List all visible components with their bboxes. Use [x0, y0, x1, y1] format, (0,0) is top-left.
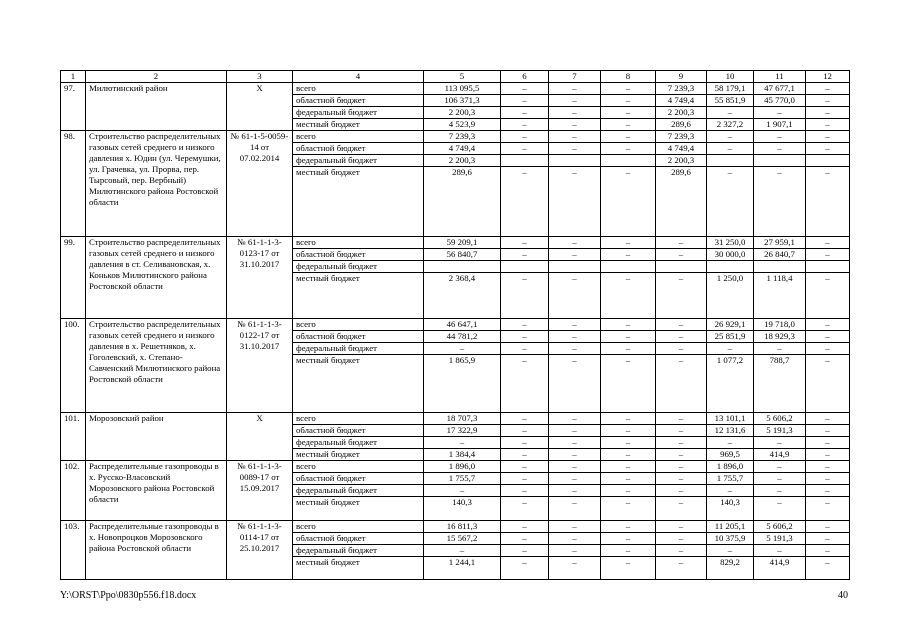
table-row	[61, 83, 850, 95]
permit-number: Х	[227, 83, 293, 131]
col-10-value: 1 077,2	[707, 355, 754, 413]
col-10-value: 11 205,1	[707, 520, 754, 532]
col-9-value: 7 239,3	[656, 131, 707, 143]
col-7-value: –	[549, 119, 601, 131]
col-10-value: 1 896,0	[707, 461, 754, 473]
table-row	[61, 131, 850, 143]
permit-number: № 61-1-1-3-0122-17 от 31.10.2017	[227, 319, 293, 413]
col-7-value: –	[549, 143, 601, 155]
col-11-value: –	[754, 544, 806, 556]
permit-number: № 61-1-5-0059-14 от 07.02.2014	[227, 131, 293, 237]
col-6-value: –	[501, 95, 549, 107]
col-8-value: –	[601, 461, 656, 473]
col-10-value: –	[707, 437, 754, 449]
col-10-value: 26 929,1	[707, 319, 754, 331]
total-value: 2 200,3	[424, 107, 501, 119]
total-value: –	[424, 343, 501, 355]
col-9-value: –	[656, 473, 707, 485]
col-8-value: –	[601, 236, 656, 248]
col-9-value: –	[656, 520, 707, 532]
column-header: 11	[754, 71, 806, 83]
col-11-value: –	[754, 437, 806, 449]
project-name: Строительство распределительных газовых сетей среднего и низкого давления х. Юдин (ул. Черемушки, ул. Грачевка, ул. Прорва, пер. Тырсовый, пер. Вербный) Милютинского района Ростовской области	[86, 131, 227, 237]
table-row	[61, 319, 850, 331]
budget-source-label: федеральный бюджет	[293, 155, 424, 167]
col-9-value: 289,6	[656, 119, 707, 131]
col-12-value: –	[806, 319, 850, 331]
col-11-value: –	[754, 343, 806, 355]
col-8-value: –	[601, 556, 656, 580]
budget-source-label: областной бюджет	[293, 248, 424, 260]
total-value: –	[424, 544, 501, 556]
column-header: 3	[227, 71, 293, 83]
col-7-value: –	[549, 544, 601, 556]
total-value: 17 322,9	[424, 425, 501, 437]
col-6-value: –	[501, 461, 549, 473]
col-12-value: –	[806, 119, 850, 131]
col-9-value: 7 239,3	[656, 83, 707, 95]
budget-source-label: федеральный бюджет	[293, 437, 424, 449]
col-12-value: –	[806, 143, 850, 155]
budget-source-label: всего	[293, 83, 424, 95]
total-value: 2 200,3	[424, 155, 501, 167]
col-12-value: –	[806, 449, 850, 461]
col-7-value: –	[549, 272, 601, 319]
col-6-value: –	[501, 437, 549, 449]
total-value: 289,6	[424, 167, 501, 237]
col-12-value: –	[806, 544, 850, 556]
col-8-value	[601, 260, 656, 272]
col-10-value: –	[707, 131, 754, 143]
col-7-value: –	[549, 473, 601, 485]
col-8-value: –	[601, 343, 656, 355]
total-value	[424, 260, 501, 272]
col-9-value: –	[656, 556, 707, 580]
col-9-value: –	[656, 461, 707, 473]
col-6-value: –	[501, 236, 549, 248]
col-10-value	[707, 260, 754, 272]
col-7-value: –	[549, 355, 601, 413]
budget-source-label: областной бюджет	[293, 425, 424, 437]
col-11-value: 414,9	[754, 449, 806, 461]
col-8-value: –	[601, 167, 656, 237]
col-11-value: 5 191,3	[754, 532, 806, 544]
column-header: 4	[293, 71, 424, 83]
total-value: 18 707,3	[424, 413, 501, 425]
budget-source-label: местный бюджет	[293, 497, 424, 521]
budget-source-label: всего	[293, 319, 424, 331]
total-value: 15 567,2	[424, 532, 501, 544]
col-9-value: 4 749,4	[656, 143, 707, 155]
col-6-value: –	[501, 497, 549, 521]
col-11-value: –	[754, 107, 806, 119]
col-6-value: –	[501, 83, 549, 95]
col-8-value: –	[601, 107, 656, 119]
col-11-value: 5 606,2	[754, 413, 806, 425]
col-7-value: –	[549, 425, 601, 437]
col-12-value: –	[806, 95, 850, 107]
total-value: 59 209,1	[424, 236, 501, 248]
total-value: –	[424, 437, 501, 449]
col-11-value: 26 840,7	[754, 248, 806, 260]
budget-source-label: федеральный бюджет	[293, 107, 424, 119]
col-8-value: –	[601, 413, 656, 425]
col-7-value: –	[549, 556, 601, 580]
col-7-value: –	[549, 532, 601, 544]
col-6-value: –	[501, 449, 549, 461]
column-header: 12	[806, 71, 850, 83]
total-value: 2 368,4	[424, 272, 501, 319]
col-12-value: –	[806, 497, 850, 521]
budget-source-label: федеральный бюджет	[293, 485, 424, 497]
permit-number: № 61-1-1-3-0123-17 от 31.10.2017	[227, 236, 293, 319]
total-value: 7 239,3	[424, 131, 501, 143]
col-10-value: 58 179,1	[707, 83, 754, 95]
total-value: 16 811,3	[424, 520, 501, 532]
col-7-value: –	[549, 248, 601, 260]
budget-source-label: местный бюджет	[293, 556, 424, 580]
col-9-value: –	[656, 331, 707, 343]
col-12-value: –	[806, 413, 850, 425]
row-index: 100.	[61, 319, 86, 413]
col-8-value: –	[601, 119, 656, 131]
table-header-row	[61, 71, 850, 83]
col-12-value: –	[806, 485, 850, 497]
col-10-value: –	[707, 107, 754, 119]
total-value: 1 896,0	[424, 461, 501, 473]
col-6-value: –	[501, 532, 549, 544]
col-7-value: –	[549, 236, 601, 248]
col-6-value: –	[501, 520, 549, 532]
col-8-value: –	[601, 532, 656, 544]
col-7-value: –	[549, 413, 601, 425]
col-7-value: –	[549, 520, 601, 532]
col-12-value: –	[806, 167, 850, 237]
col-8-value: –	[601, 473, 656, 485]
col-12-value: –	[806, 425, 850, 437]
col-7-value: –	[549, 331, 601, 343]
col-8-value: –	[601, 485, 656, 497]
column-header: 10	[707, 71, 754, 83]
col-9-value: –	[656, 413, 707, 425]
col-11-value: –	[754, 461, 806, 473]
project-name: Милютинский район	[86, 83, 227, 131]
column-header: 5	[424, 71, 501, 83]
col-11-value: 45 770,0	[754, 95, 806, 107]
col-12-value: –	[806, 131, 850, 143]
col-10-value: 1 250,0	[707, 272, 754, 319]
col-7-value	[549, 155, 601, 167]
col-8-value: –	[601, 449, 656, 461]
col-6-value: –	[501, 556, 549, 580]
col-12-value: –	[806, 355, 850, 413]
col-7-value: –	[549, 461, 601, 473]
total-value: 113 095,5	[424, 83, 501, 95]
budget-source-label: федеральный бюджет	[293, 260, 424, 272]
col-11-value: –	[754, 143, 806, 155]
col-11-value	[754, 155, 806, 167]
total-value: 106 371,3	[424, 95, 501, 107]
col-9-value: –	[656, 449, 707, 461]
row-index: 103.	[61, 520, 86, 580]
col-12-value: –	[806, 461, 850, 473]
col-12-value: –	[806, 437, 850, 449]
permit-number: № 61-1-1-3-0089-17 от 15.09.2017	[227, 461, 293, 521]
table-row	[61, 236, 850, 248]
col-10-value: 1 755,7	[707, 473, 754, 485]
col-10-value: 25 851,9	[707, 331, 754, 343]
budget-source-label: областной бюджет	[293, 331, 424, 343]
budget-table	[60, 70, 850, 580]
col-11-value: –	[754, 131, 806, 143]
col-7-value: –	[549, 485, 601, 497]
col-9-value: –	[656, 485, 707, 497]
col-11-value: 1 118,4	[754, 272, 806, 319]
budget-source-label: областной бюджет	[293, 532, 424, 544]
col-9-value: 4 749,4	[656, 95, 707, 107]
total-value: –	[424, 485, 501, 497]
column-header: 9	[656, 71, 707, 83]
col-8-value: –	[601, 355, 656, 413]
row-index: 102.	[61, 461, 86, 521]
col-12-value	[806, 260, 850, 272]
table-row	[61, 461, 850, 473]
col-8-value	[601, 155, 656, 167]
project-name: Морозовский район	[86, 413, 227, 461]
budget-source-label: всего	[293, 236, 424, 248]
col-8-value: –	[601, 131, 656, 143]
permit-number: Х	[227, 413, 293, 461]
column-header: 8	[601, 71, 656, 83]
col-10-value: 31 250,0	[707, 236, 754, 248]
col-8-value: –	[601, 319, 656, 331]
col-7-value: –	[549, 131, 601, 143]
total-value: 44 781,2	[424, 331, 501, 343]
budget-source-label: федеральный бюджет	[293, 544, 424, 556]
col-8-value: –	[601, 331, 656, 343]
row-index: 99.	[61, 236, 86, 319]
col-11-value	[754, 260, 806, 272]
project-name: Строительство распределительных газовых сетей среднего и низкого давления в х. Решетняков, х. Гоголевский, х. Степано-Савченский Милютинского района Ростовской области	[86, 319, 227, 413]
budget-source-label: местный бюджет	[293, 355, 424, 413]
col-8-value: –	[601, 437, 656, 449]
col-12-value: –	[806, 272, 850, 319]
total-value: 1 384,4	[424, 449, 501, 461]
col-11-value: 788,7	[754, 355, 806, 413]
col-9-value: –	[656, 248, 707, 260]
budget-source-label: всего	[293, 413, 424, 425]
budget-source-label: всего	[293, 461, 424, 473]
col-7-value: –	[549, 107, 601, 119]
total-value: 56 840,7	[424, 248, 501, 260]
col-9-value: –	[656, 532, 707, 544]
col-12-value	[806, 155, 850, 167]
col-6-value: –	[501, 473, 549, 485]
total-value: 4 749,4	[424, 143, 501, 155]
col-12-value: –	[806, 248, 850, 260]
col-6-value: –	[501, 485, 549, 497]
col-9-value: –	[656, 272, 707, 319]
col-9-value: –	[656, 343, 707, 355]
col-10-value: –	[707, 167, 754, 237]
col-12-value: –	[806, 343, 850, 355]
col-10-value: 30 000,0	[707, 248, 754, 260]
total-value: 1 755,7	[424, 473, 501, 485]
col-8-value: –	[601, 520, 656, 532]
col-9-value: –	[656, 497, 707, 521]
col-9-value	[656, 260, 707, 272]
col-7-value: –	[549, 95, 601, 107]
column-header: 2	[86, 71, 227, 83]
col-6-value: –	[501, 319, 549, 331]
col-11-value: –	[754, 167, 806, 237]
col-10-value: 12 131,6	[707, 425, 754, 437]
col-9-value: 289,6	[656, 167, 707, 237]
budget-source-label: федеральный бюджет	[293, 343, 424, 355]
col-6-value: –	[501, 413, 549, 425]
col-11-value: –	[754, 497, 806, 521]
project-name: Распределительные газопроводы в х. Русско-Власовский Морозовского района Ростовской области	[86, 461, 227, 521]
col-8-value: –	[601, 143, 656, 155]
col-6-value: –	[501, 248, 549, 260]
col-11-value: 47 677,1	[754, 83, 806, 95]
col-9-value: –	[656, 425, 707, 437]
col-10-value: 969,5	[707, 449, 754, 461]
permit-number: № 61-1-1-3-0114-17 от 25.10.2017	[227, 520, 293, 580]
budget-source-label: местный бюджет	[293, 272, 424, 319]
budget-source-label: местный бюджет	[293, 167, 424, 237]
table-row	[61, 413, 850, 425]
row-index: 98.	[61, 131, 86, 237]
col-7-value: –	[549, 497, 601, 521]
total-value: 1 244,1	[424, 556, 501, 580]
col-12-value: –	[806, 83, 850, 95]
col-11-value: 5 191,3	[754, 425, 806, 437]
col-10-value: –	[707, 485, 754, 497]
col-8-value: –	[601, 272, 656, 319]
col-7-value: –	[549, 167, 601, 237]
col-8-value: –	[601, 544, 656, 556]
col-9-value: 2 200,3	[656, 107, 707, 119]
col-11-value: 5 606,2	[754, 520, 806, 532]
total-value: 4 523,9	[424, 119, 501, 131]
col-7-value: –	[549, 449, 601, 461]
row-index: 101.	[61, 413, 86, 461]
col-10-value: 10 375,9	[707, 532, 754, 544]
col-11-value: 1 907,1	[754, 119, 806, 131]
col-10-value: 2 327,2	[707, 119, 754, 131]
budget-source-label: всего	[293, 131, 424, 143]
col-7-value: –	[549, 319, 601, 331]
budget-source-label: всего	[293, 520, 424, 532]
budget-source-label: областной бюджет	[293, 143, 424, 155]
col-10-value: 829,2	[707, 556, 754, 580]
col-9-value: –	[656, 319, 707, 331]
col-8-value: –	[601, 425, 656, 437]
col-6-value	[501, 155, 549, 167]
row-index: 97.	[61, 83, 86, 131]
col-10-value: 13 101,1	[707, 413, 754, 425]
project-name: Строительство распределительных газовых сетей среднего и низкого давления в ст. Селивановская, х. Коньков Милютинского района Ростовской области	[86, 236, 227, 319]
col-11-value: –	[754, 473, 806, 485]
col-12-value: –	[806, 556, 850, 580]
col-11-value: 414,9	[754, 556, 806, 580]
col-9-value: –	[656, 544, 707, 556]
col-6-value: –	[501, 107, 549, 119]
table-row	[61, 520, 850, 532]
col-9-value: 2 200,3	[656, 155, 707, 167]
col-12-value: –	[806, 107, 850, 119]
col-7-value: –	[549, 83, 601, 95]
budget-source-label: местный бюджет	[293, 119, 424, 131]
column-header: 1	[61, 71, 86, 83]
col-11-value: 19 718,0	[754, 319, 806, 331]
total-value: 140,3	[424, 497, 501, 521]
col-11-value: –	[754, 485, 806, 497]
col-10-value: –	[707, 143, 754, 155]
budget-source-label: местный бюджет	[293, 449, 424, 461]
col-6-value: –	[501, 167, 549, 237]
budget-source-label: областной бюджет	[293, 473, 424, 485]
col-6-value: –	[501, 143, 549, 155]
col-6-value: –	[501, 355, 549, 413]
col-10-value: 140,3	[707, 497, 754, 521]
col-6-value: –	[501, 131, 549, 143]
col-12-value: –	[806, 331, 850, 343]
col-8-value: –	[601, 497, 656, 521]
col-11-value: 27 959,1	[754, 236, 806, 248]
col-10-value	[707, 155, 754, 167]
col-12-value: –	[806, 520, 850, 532]
col-6-value: –	[501, 331, 549, 343]
col-10-value: –	[707, 544, 754, 556]
total-value: 1 865,9	[424, 355, 501, 413]
col-7-value	[549, 260, 601, 272]
column-header: 6	[501, 71, 549, 83]
col-8-value: –	[601, 83, 656, 95]
col-12-value: –	[806, 236, 850, 248]
col-6-value: –	[501, 272, 549, 319]
col-8-value: –	[601, 95, 656, 107]
col-6-value: –	[501, 425, 549, 437]
col-9-value: –	[656, 355, 707, 413]
col-9-value: –	[656, 437, 707, 449]
col-6-value: –	[501, 119, 549, 131]
footer-page-number: 40	[838, 590, 848, 601]
col-6-value	[501, 260, 549, 272]
col-7-value: –	[549, 437, 601, 449]
col-10-value: 55 851,9	[707, 95, 754, 107]
footer-file-path: Y:\ORST\Ppo\0830p556.f18.docx	[60, 590, 197, 601]
col-8-value: –	[601, 248, 656, 260]
project-name: Распределительные газопроводы в х. Новопроцков Морозовского района Ростовской области	[86, 520, 227, 580]
col-6-value: –	[501, 544, 549, 556]
total-value: 46 647,1	[424, 319, 501, 331]
col-7-value: –	[549, 343, 601, 355]
col-11-value: 18 929,3	[754, 331, 806, 343]
col-12-value: –	[806, 473, 850, 485]
col-12-value: –	[806, 532, 850, 544]
budget-source-label: областной бюджет	[293, 95, 424, 107]
column-header: 7	[549, 71, 601, 83]
col-10-value: –	[707, 343, 754, 355]
col-9-value: –	[656, 236, 707, 248]
col-6-value: –	[501, 343, 549, 355]
